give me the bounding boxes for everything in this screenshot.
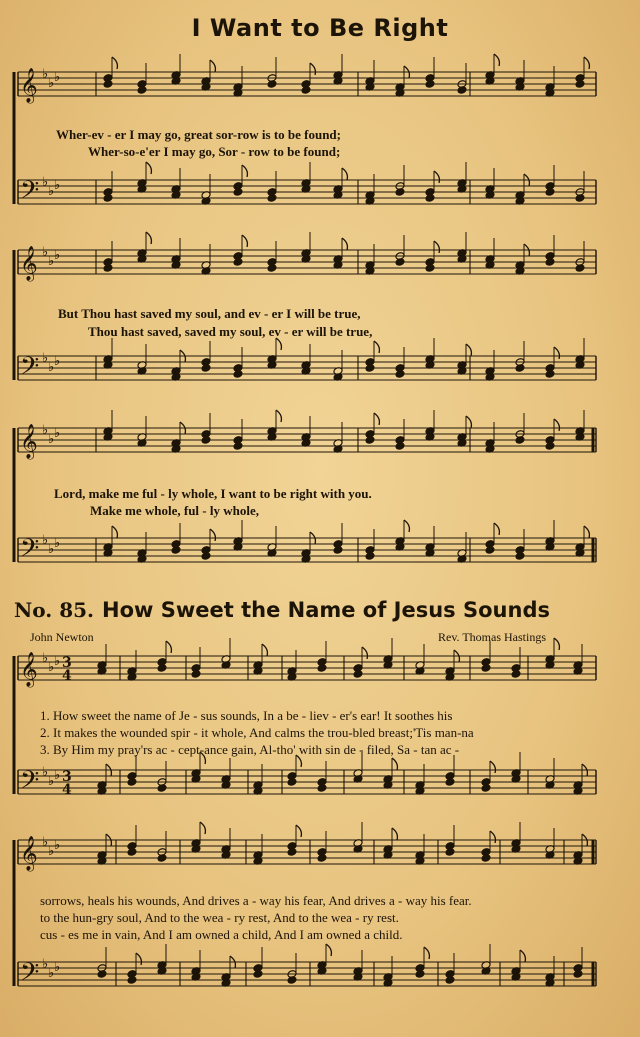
note-flag	[494, 523, 499, 535]
bass-clef: 𝄢	[20, 534, 40, 569]
lyrics-line: Lord, make me ful - ly whole, I want to be right with you.	[54, 486, 372, 501]
stanza-line: 2. It makes the wounded spir - it whole, And calms the trou-bled breast;'Tis man-na	[40, 725, 474, 740]
note-flag	[210, 529, 215, 541]
bass-clef: 𝄢	[20, 958, 40, 993]
composer-credit: Rev. Thomas Hastings	[438, 630, 546, 644]
note-flag	[584, 526, 589, 538]
flat-sign: ♭	[42, 423, 49, 438]
note-flag	[326, 944, 331, 956]
note-flag	[490, 761, 495, 773]
flat-sign: ♭	[54, 70, 61, 85]
treble-clef: 𝄞	[20, 246, 38, 281]
time-signature: 4	[62, 668, 72, 684]
note-flag	[424, 947, 429, 959]
treble-clef: 𝄞	[20, 424, 38, 459]
flat-sign: ♭	[54, 960, 61, 975]
lyrics-line: But Thou hast saved my soul, and ev - er I will be true,	[58, 306, 361, 321]
flat-sign: ♭	[42, 957, 49, 972]
bass-clef: 𝄢	[20, 352, 40, 387]
note-flag	[242, 235, 247, 247]
flat-sign: ♭	[48, 360, 55, 375]
bass-clef: 𝄢	[20, 766, 40, 801]
flat-sign: ♭	[54, 536, 61, 551]
bass-clef: 𝄢	[20, 176, 40, 211]
flat-sign: ♭	[48, 432, 55, 447]
note-flag	[374, 413, 379, 425]
note-flag	[146, 162, 151, 174]
note-flag	[554, 347, 559, 359]
time-signature: 4	[62, 782, 72, 798]
flat-sign: ♭	[42, 651, 49, 666]
note-flag	[434, 171, 439, 183]
flat-sign: ♭	[48, 844, 55, 859]
note-flag	[374, 341, 379, 353]
time-signature: 3	[62, 769, 72, 785]
time-signature: 3	[62, 655, 72, 671]
note-flag	[490, 831, 495, 843]
flat-sign: ♭	[42, 533, 49, 548]
flat-sign: ♭	[54, 354, 61, 369]
flat-sign: ♭	[42, 835, 49, 850]
flat-sign: ♭	[42, 765, 49, 780]
hymn-title-how-sweet: How Sweet the Name of Jesus Sounds	[102, 598, 550, 622]
lyrics-line: Make me whole, ful - ly whole,	[90, 503, 259, 518]
treble-clef: 𝄞	[20, 836, 38, 871]
flat-sign: ♭	[48, 774, 55, 789]
flat-sign: ♭	[48, 184, 55, 199]
flat-sign: ♭	[42, 245, 49, 260]
note-flag	[392, 828, 397, 840]
flat-sign: ♭	[54, 838, 61, 853]
flat-sign: ♭	[54, 426, 61, 441]
flat-sign: ♭	[42, 67, 49, 82]
flat-sign: ♭	[48, 966, 55, 981]
note-flag	[392, 758, 397, 770]
note-flag	[112, 526, 117, 538]
stanza-line: 3. By Him my pray'rs ac - cept-ance gain, Al-tho' with sin de - filed, Sa - tan ac -	[40, 742, 460, 757]
stanza-line: sorrows, heals his wounds, And drives a - way his fear, And drives a - way his fear.	[40, 893, 472, 908]
lyrics-line: Thou hast saved, saved my soul, ev - er will be true,	[88, 324, 373, 339]
lyrics-line: Wher-ev - er I may go, great sor-row is to be found;	[56, 127, 341, 142]
flat-sign: ♭	[48, 542, 55, 557]
stanza-line: to the hun-gry soul, And to the wea - ry rest, And to the wea - ry rest.	[40, 910, 399, 925]
flat-sign: ♭	[42, 175, 49, 190]
note-flag	[342, 238, 347, 250]
note-flag	[310, 63, 315, 75]
note-flag	[466, 416, 471, 428]
note-flag	[362, 647, 367, 659]
flat-sign: ♭	[42, 351, 49, 366]
note-flag	[404, 520, 409, 532]
hymn-title-i-want-to-be-right: I Want to Be Right	[191, 14, 449, 42]
note-flag	[466, 344, 471, 356]
hymn-number: No. 85.	[14, 598, 94, 622]
flat-sign: ♭	[54, 248, 61, 263]
flat-sign: ♭	[54, 768, 61, 783]
flat-sign: ♭	[48, 660, 55, 675]
note-flag	[554, 419, 559, 431]
flat-sign: ♭	[48, 254, 55, 269]
note-flag	[136, 953, 141, 965]
lyrics-line: Wher-so-e'er I may go, Sor - row to be found;	[88, 144, 341, 159]
hymn-heading	[14, 598, 626, 622]
flat-sign: ♭	[48, 76, 55, 91]
note-flag	[210, 60, 215, 72]
treble-clef: 𝄞	[20, 652, 38, 687]
note-flag	[434, 241, 439, 253]
author-credit: John Newton	[30, 630, 94, 644]
stanza-line: cus - es me in vain, And I am owned a child, And I am owned a child.	[40, 927, 403, 942]
note-flag	[242, 165, 247, 177]
note-flag	[342, 168, 347, 180]
flat-sign: ♭	[54, 654, 61, 669]
flat-sign: ♭	[54, 178, 61, 193]
note-flag	[520, 950, 525, 962]
treble-clef: 𝄞	[20, 68, 38, 103]
stanza-line: 1. How sweet the name of Je - sus sounds, In a be - liev - er's ear! It soothes his	[40, 708, 453, 723]
